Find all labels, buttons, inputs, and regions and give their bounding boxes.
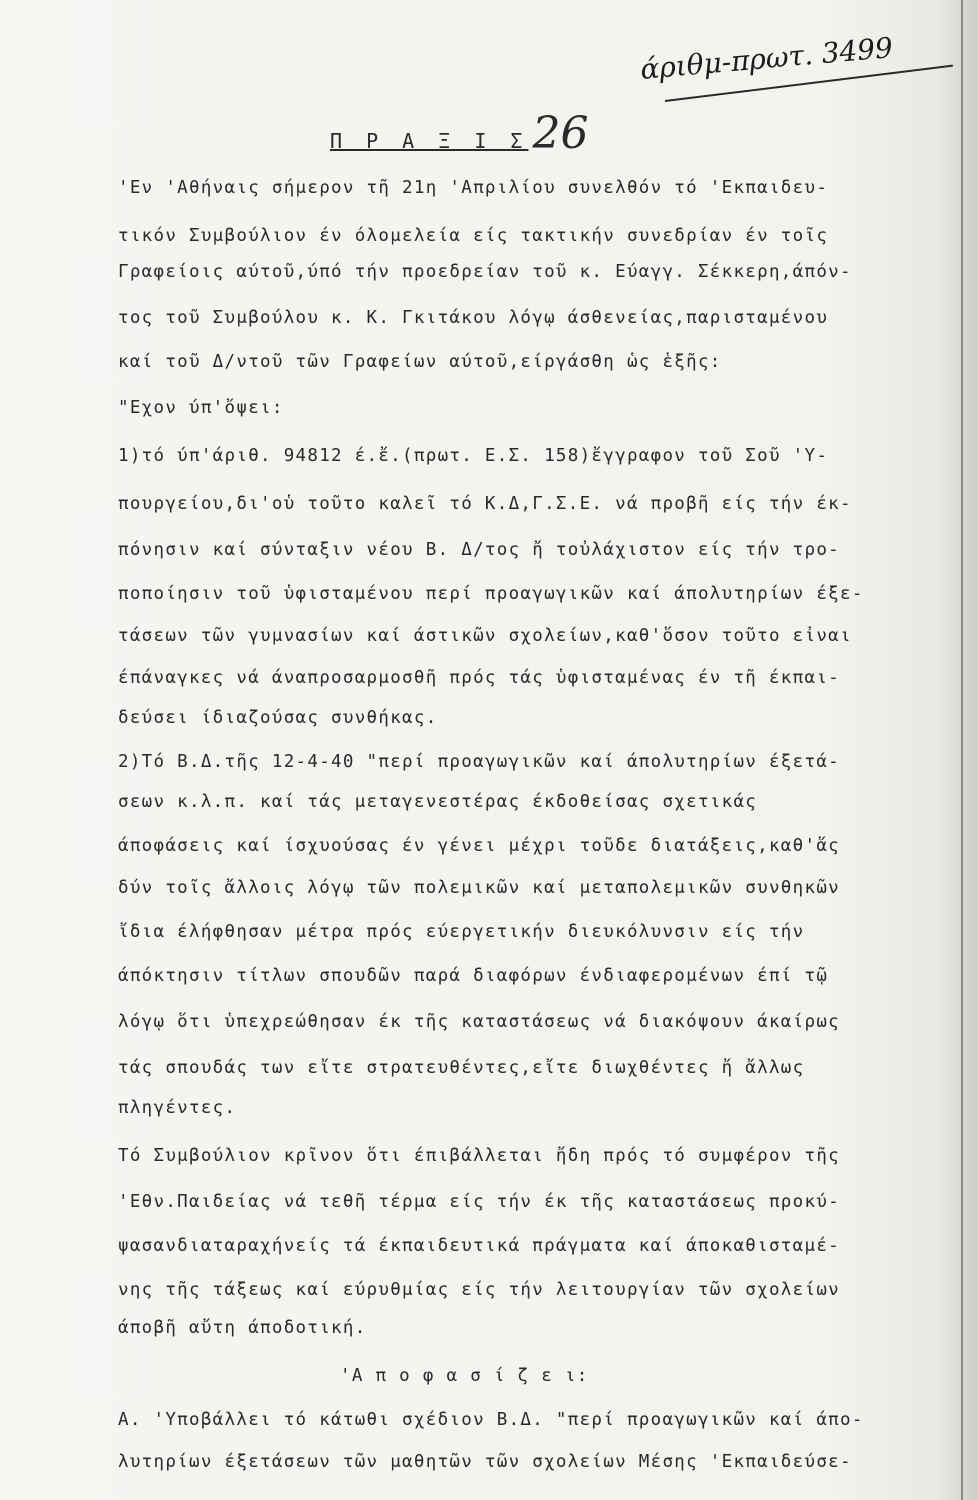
text-line: πόνησιν καί σύνταξιν νέου Β. Δ/τος ἤ τοὐλάχιστον είς τήν τρο- — [118, 540, 840, 560]
text-line: άποβῆ αὔτη άποδοτική. — [118, 1318, 367, 1338]
text-line: σεων κ.λ.π. καί τάς μεταγενεστέρας έκδοθείσας σχετικάς — [118, 792, 758, 812]
title-label: Π Ρ Α Ξ Ι Σ — [330, 129, 529, 153]
text-line: πουργείου,δι'οὗ τοῦτο καλεῖ τό Κ.Δ,Γ.Σ.Ε. νά προβῆ είς τήν έκ- — [118, 494, 852, 514]
text-line: άπόκτησιν τίτλων σπουδῶν παρά διαφόρων ένδιαφερομένων έπί τῷ — [118, 966, 829, 986]
text-line: καί τοῦ Δ/ντοῦ τῶν Γραφείων αύτοῦ,είργάσθη ὡς ἑξῆς: — [118, 352, 722, 372]
text-line: ἴδια έλήφθησαν μέτρα πρός εύεργετικήν διευκόλυνσιν είς τήν — [118, 922, 805, 942]
text-line: έπάναγκες νά άναπροσαρμοσθῆ πρός τάς ὑφισταμένας έν τῆ έκπαι- — [118, 668, 840, 688]
text-line: ποποίησιν τοῦ ὑφισταμένου περί προαγωγικῶν καί άπολυτηρίων έξε- — [118, 584, 864, 604]
text-line: Α. 'Υποβάλλει τό κάτωθι σχέδιον Β.Δ. "περί προαγωγικῶν καί άπο- — [118, 1410, 864, 1430]
text-line: πληγέντες. — [118, 1098, 237, 1118]
text-line: δύν τοῖς ἄλλοις λόγῳ τῶν πολεμικῶν καί μεταπολεμικῶν συνθηκῶν — [118, 878, 840, 898]
text-line: 'Εθν.Παιδείας νά τεθῆ τέρμα είς τήν έκ τῆς καταστάσεως προκύ- — [118, 1192, 840, 1212]
text-line: "Εχον ύπ'ὄψει: — [118, 398, 284, 418]
text-line: Τό Συμβούλιον κρῖνον ὅτι έπιβάλλεται ἤδη πρός τό συμφέρον τῆς — [118, 1146, 840, 1166]
text-line: λυτηρίων έξετάσεων τῶν μαθητῶν τῶν σχολείων Μέσης 'Εκπαιδεύσε- — [118, 1452, 852, 1472]
text-line: νης τῆς τάξεως καί εύρυθμίας είς τήν λειτουργίαν τῶν σχολείων — [118, 1280, 840, 1300]
page-edge — [961, 0, 963, 1500]
text-line: 'Εν 'Αθήναις σήμερον τῆ 21η 'Απριλίου συνελθόν τό 'Εκπαιδευ- — [118, 178, 829, 198]
title-number: 26 — [532, 108, 589, 159]
text-line: 2)Τό Β.Δ.τῆς 12-4-40 "περί προαγωγικῶν καί άπολυτηρίων έξετά- — [118, 752, 840, 772]
text-line: Γραφείοις αύτοῦ,ύπό τήν προεδρείαν τοῦ κ. Εύαγγ. Σέκκερη,άπόν- — [118, 262, 852, 282]
text-line: τικόν Συμβούλιον έν όλομελεία είς τακτικήν συνεδρίαν έν τοῖς — [118, 226, 829, 246]
text-line: τάσεων τῶν γυμνασίων καί άστικῶν σχολείων,καθ'ὅσον τοῦτο εἶναι — [118, 626, 852, 646]
reference-number: άριθμ-πρωτ. 3499 — [639, 31, 895, 86]
text-line: τος τοῦ Συμβούλου κ. Κ. Γκιτάκου λόγῳ άσθενείας,παρισταμένου — [118, 308, 829, 328]
text-line: 1)τό ύπ'άριθ. 94812 έ.ἔ.(πρωτ. Ε.Σ. 158)ἔγγραφον τοῦ Σοῦ 'Υ- — [118, 446, 829, 466]
text-line: ψασανδιαταραχήνείς τά έκπαιδευτικά πράγματα καί άποκαθισταμέ- — [118, 1236, 840, 1256]
text-line: λόγῳ ὅτι ὑπεχρεώθησαν έκ τῆς καταστάσεως νά διακόψουν άκαίρως — [118, 1012, 840, 1032]
text-line: 'Α π ο φ α σ ί ζ ε ι: — [340, 1366, 589, 1386]
document-title — [330, 108, 588, 159]
text-line: άποφάσεις καί ίσχυούσας έν γένει μέχρι τοῦδε διατάξεις,καθ'ἅς — [118, 836, 840, 856]
text-line: δεύσει ίδιαζούσας συνθήκας. — [118, 708, 438, 728]
text-line: τάς σπουδάς των εἴτε στρατευθέντες,εἴτε διωχθέντες ἤ ἄλλως — [118, 1058, 805, 1078]
